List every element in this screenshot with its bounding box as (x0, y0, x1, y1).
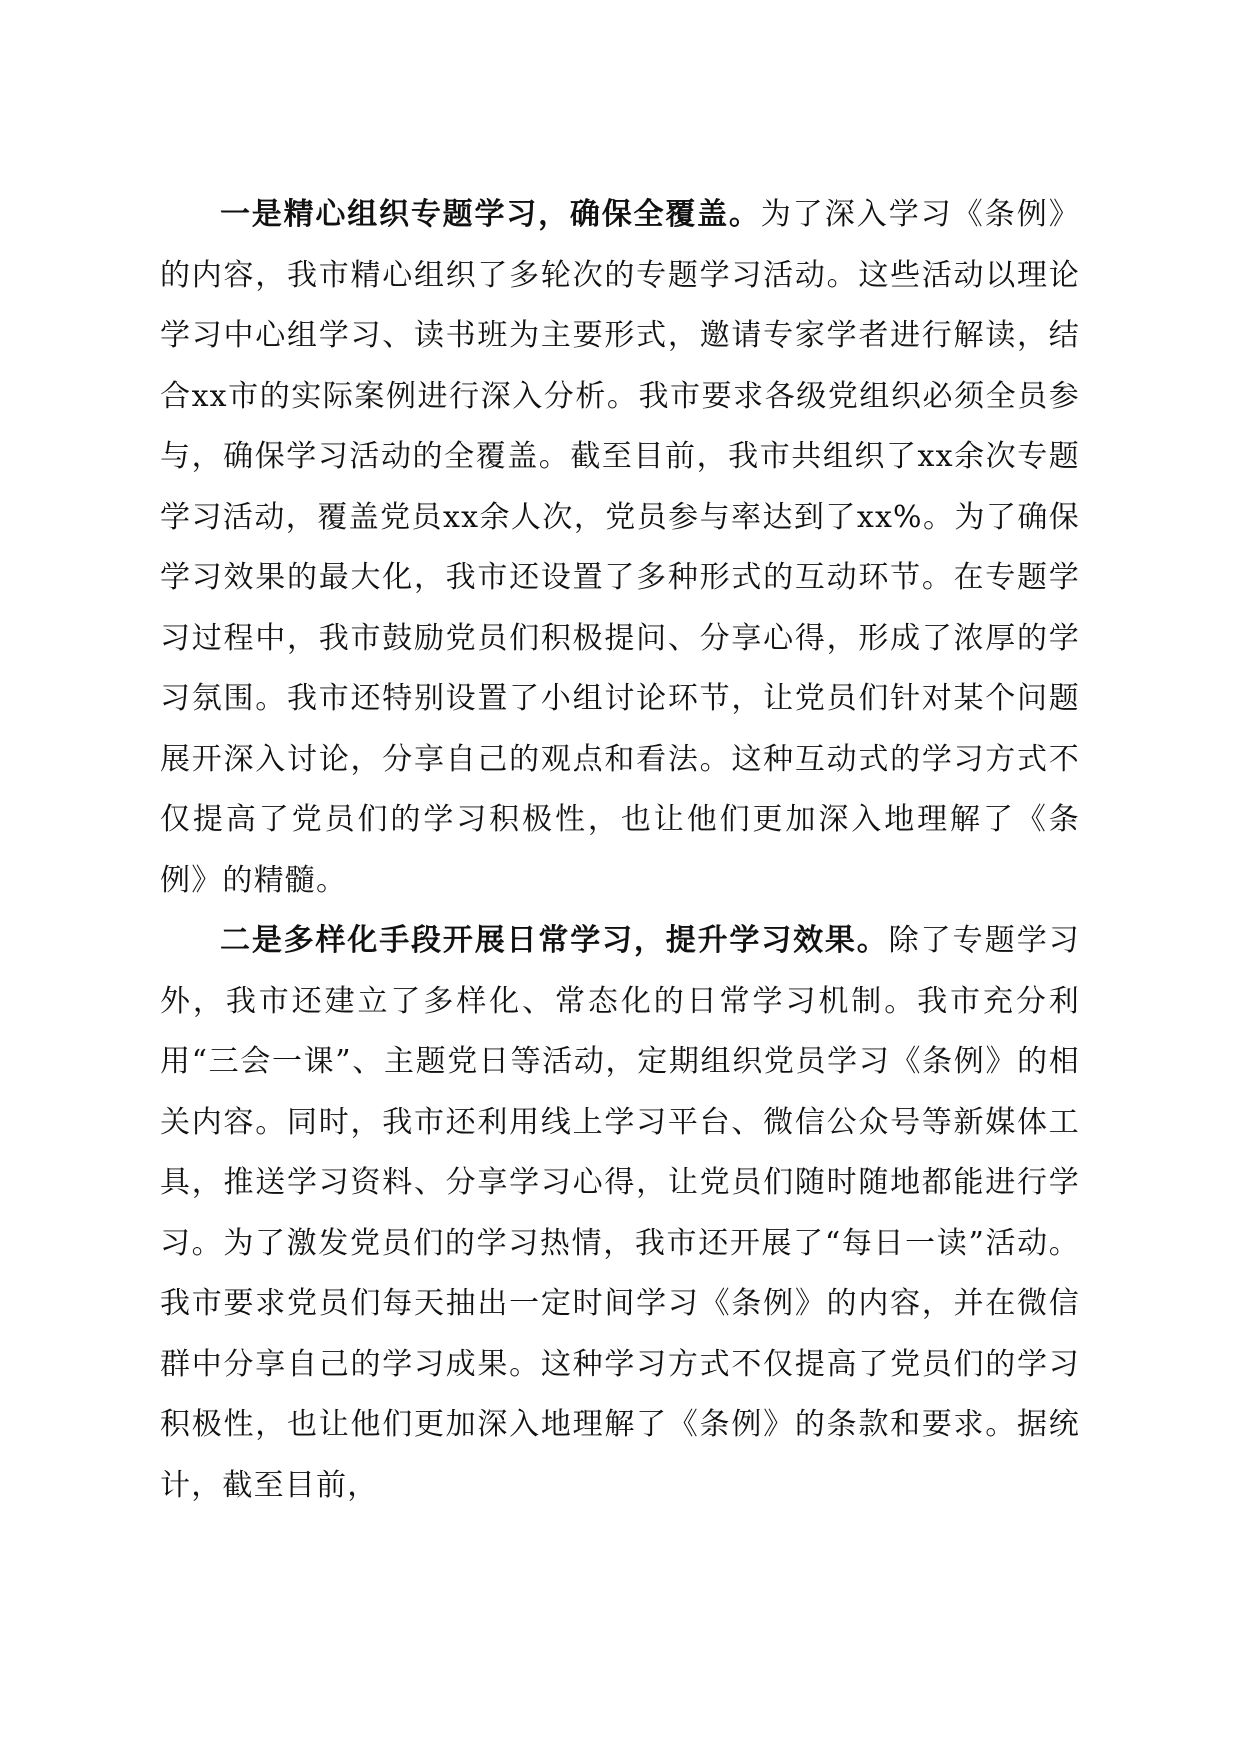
paragraph-2-lead: 二是多样化手段开展日常学习，提升学习效果。 (220, 923, 889, 958)
paragraph-2 (160, 911, 1080, 1516)
paragraph-1-text: 为了深入学习《条例》的内容，我市精心组织了多轮次的专题学习活动。这些活动以理论学习中心组学习、读书班为主要形式，邀请专家学者进行解读，结合xx市的实际案例进行深入分析。我市要求各级党组织必须全员参与，确保学习活动的全覆盖。截至目前，我市共组织了xx余次专题学习活动，覆盖党员xx余人次，党员参与率达到了xx%。为了确保学习效果的最大化，我市还设置了多种形式的互动环节。在专题学习过程中，我市鼓励党员们积极提问、分享心得，形成了浓厚的学习氛围。我市还特别设置了小组讨论环节，让党员们针对某个问题展开深入讨论，分享自己的观点和看法。这种互动式的学习方式不仅提高了党员们的学习积极性，也让他们更加深入地理解了《条例》的精髓。 (160, 197, 1081, 898)
paragraph-1 (160, 185, 1080, 911)
paragraph-1-lead: 一是精心组织专题学习，确保全覆盖。 (220, 197, 761, 232)
paragraph-2-text: 除了专题学习外，我市还建立了多样化、常态化的日常学习机制。我市充分利用“三会一课”、主题党日等活动，定期组织党员学习《条例》的相关内容。同时，我市还利用线上学习平台、微信公众号等新媒体工具，推送学习资料、分享学习心得，让党员们随时随地都能进行学习。为了激发党员们的学习热情，我市还开展了“每日一读”活动。我市要求党员们每天抽出一定时间学习《条例》的内容，并在微信群中分享自己的学习成果。这种学习方式不仅提高了党员们的学习积极性，也让他们更加深入地理解了《条例》的条款和要求。据统计，截至目前， (160, 923, 1081, 1503)
document-body (160, 185, 1080, 1516)
